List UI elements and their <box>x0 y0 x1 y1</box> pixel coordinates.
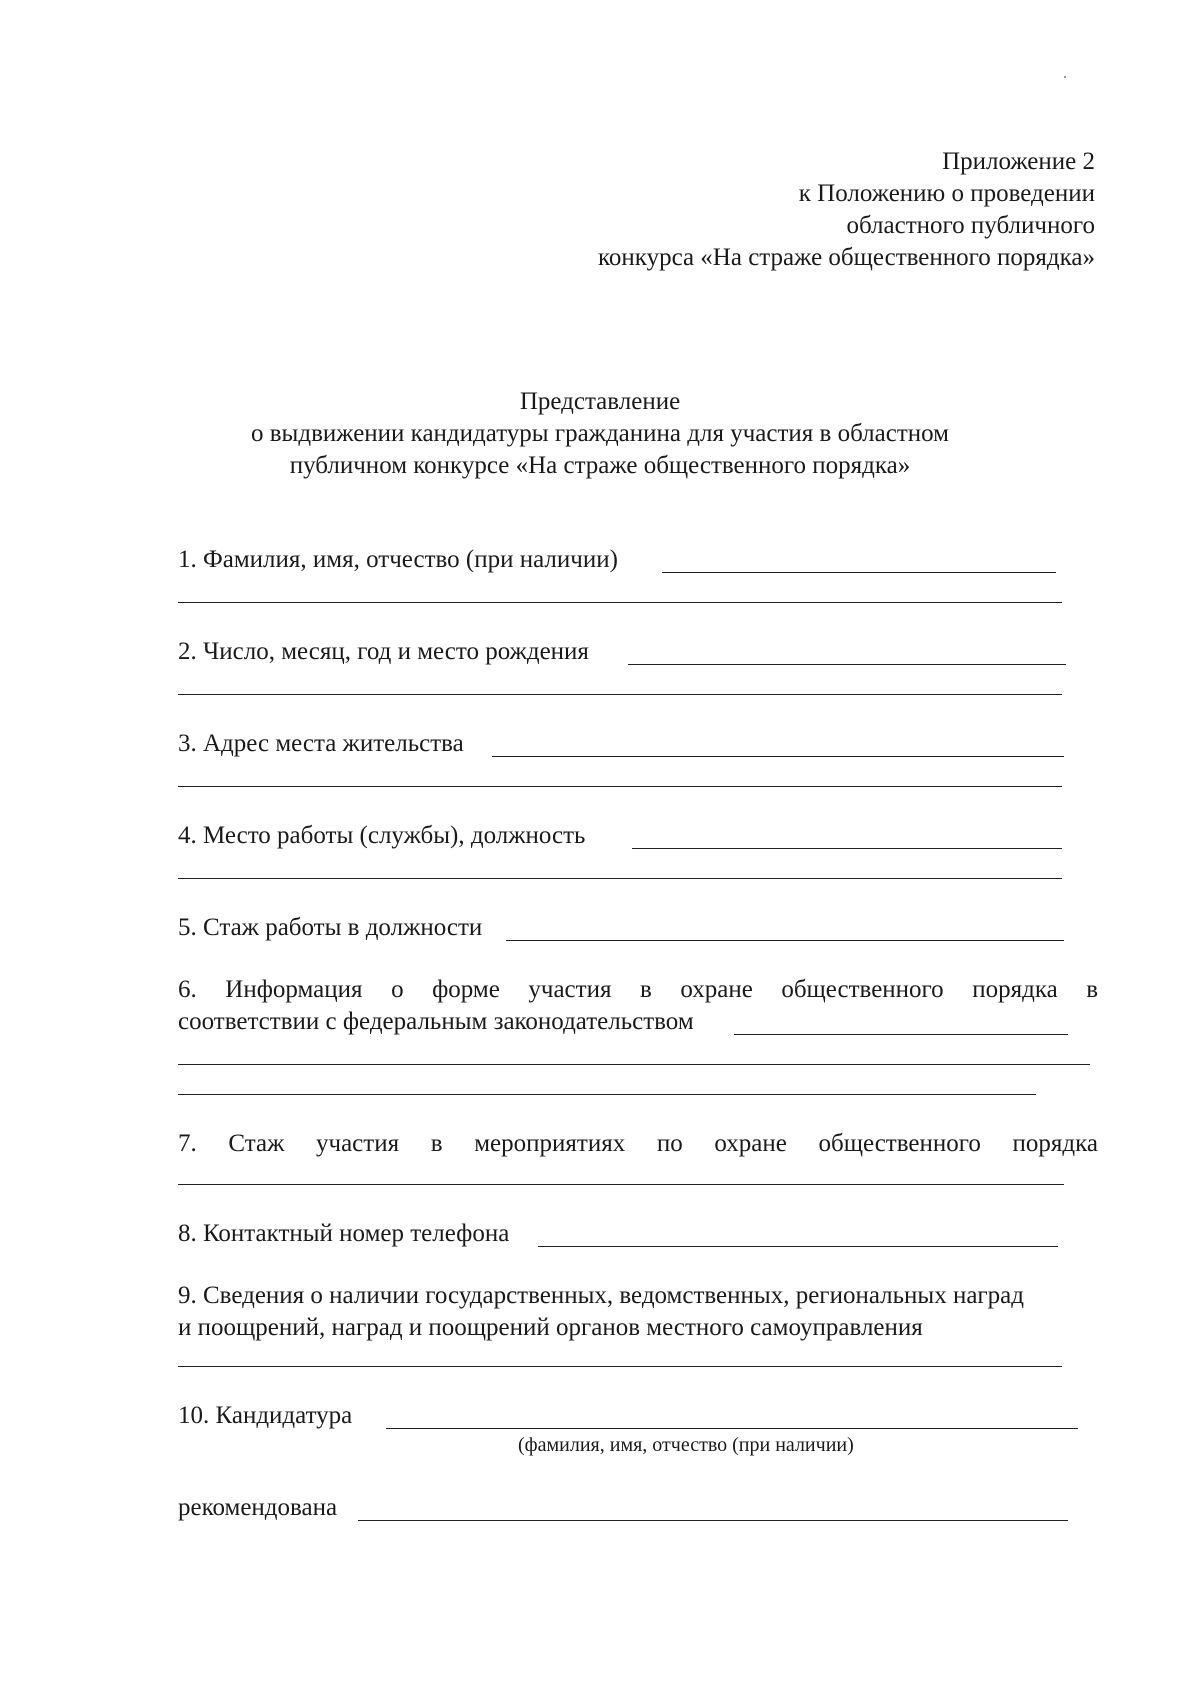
field-label-participation-experience <box>178 1128 1098 1160</box>
appendix-line-4: конкурса «На страже общественного порядка» <box>598 244 1095 271</box>
field-label-candidate: 10. Кандидатура <box>178 1402 353 1429</box>
field-line-recommended[interactable] <box>358 1520 1068 1521</box>
field-line-work-experience[interactable] <box>506 940 1064 941</box>
appendix-line-3: областного публичного <box>846 212 1095 239</box>
word: в <box>640 976 652 1003</box>
title-line-2: о выдвижении кандидатуры гражданина для участия в областном <box>251 420 949 447</box>
word: 6. <box>178 976 197 1003</box>
word: охране <box>714 1130 787 1157</box>
field-line-candidate[interactable] <box>386 1428 1078 1429</box>
field-label-work-experience: 5. Стаж работы в должности <box>178 914 483 941</box>
field-line-participation-form[interactable] <box>734 1034 1068 1035</box>
field-label-address: 3. Адрес места жительства <box>178 730 464 757</box>
title-line-3: публичном конкурсе «На страже общественного порядка» <box>289 452 911 479</box>
word: Информация <box>225 976 363 1003</box>
word: порядка <box>1012 1130 1098 1157</box>
word: порядка <box>972 976 1058 1003</box>
word: участия <box>528 976 612 1003</box>
field-line-workplace[interactable] <box>632 848 1062 849</box>
word: общественного <box>818 1130 981 1157</box>
appendix-line-1: Приложение 2 <box>942 148 1095 175</box>
word: в <box>1086 976 1099 1003</box>
field-label-awards-line-2: и поощрений, наград и поощрений органов местного самоуправления <box>178 1314 923 1341</box>
field-line-phone[interactable] <box>538 1246 1058 1247</box>
word: о <box>391 976 404 1003</box>
field-caption-candidate: (фамилия, имя, отчество (при наличии) <box>518 1434 854 1456</box>
document-title <box>0 386 1200 482</box>
word: по <box>656 1130 683 1157</box>
word: общественного <box>781 976 944 1003</box>
field-label-participation-form-line-2: соответствии с федеральным законодательством <box>178 1008 694 1035</box>
field-line-birth[interactable] <box>628 664 1066 665</box>
appendix-line-2: к Положению о проведении <box>798 180 1095 207</box>
field-label-recommended: рекомендована <box>178 1494 338 1521</box>
scan-speck <box>1064 76 1066 78</box>
word: в <box>430 1130 443 1157</box>
field-label-participation-form-line-1 <box>178 974 1098 1006</box>
field-label-awards-line-1: 9. Сведения о наличии государственных, ведомственных, региональных наград <box>178 1282 1024 1309</box>
field-line-full-name-2[interactable] <box>178 602 1062 603</box>
field-line-awards[interactable] <box>178 1366 1062 1367</box>
field-line-full-name[interactable] <box>662 572 1056 573</box>
title-line-1: Представление <box>519 388 681 415</box>
field-label-full-name: 1. Фамилия, имя, отчество (при наличии) <box>178 546 618 573</box>
appendix-header <box>395 146 1095 274</box>
word: охране <box>680 976 753 1003</box>
field-line-address[interactable] <box>492 756 1064 757</box>
word: участия <box>316 1130 400 1157</box>
field-line-workplace-2[interactable] <box>178 878 1062 879</box>
field-label-birth: 2. Число, месяц, год и место рождения <box>178 638 589 665</box>
field-label-phone: 8. Контактный номер телефона <box>178 1220 510 1247</box>
field-line-address-2[interactable] <box>178 786 1062 787</box>
field-line-participation-experience[interactable] <box>178 1184 1064 1185</box>
word: Стаж <box>228 1130 285 1157</box>
field-line-participation-form-3[interactable] <box>178 1094 1036 1095</box>
field-label-workplace: 4. Место работы (службы), должность <box>178 822 586 849</box>
word: мероприятиях <box>474 1130 626 1157</box>
word: 7. <box>178 1130 197 1157</box>
word: форме <box>432 976 500 1003</box>
field-line-birth-2[interactable] <box>178 694 1062 695</box>
field-line-participation-form-2[interactable] <box>178 1064 1090 1065</box>
